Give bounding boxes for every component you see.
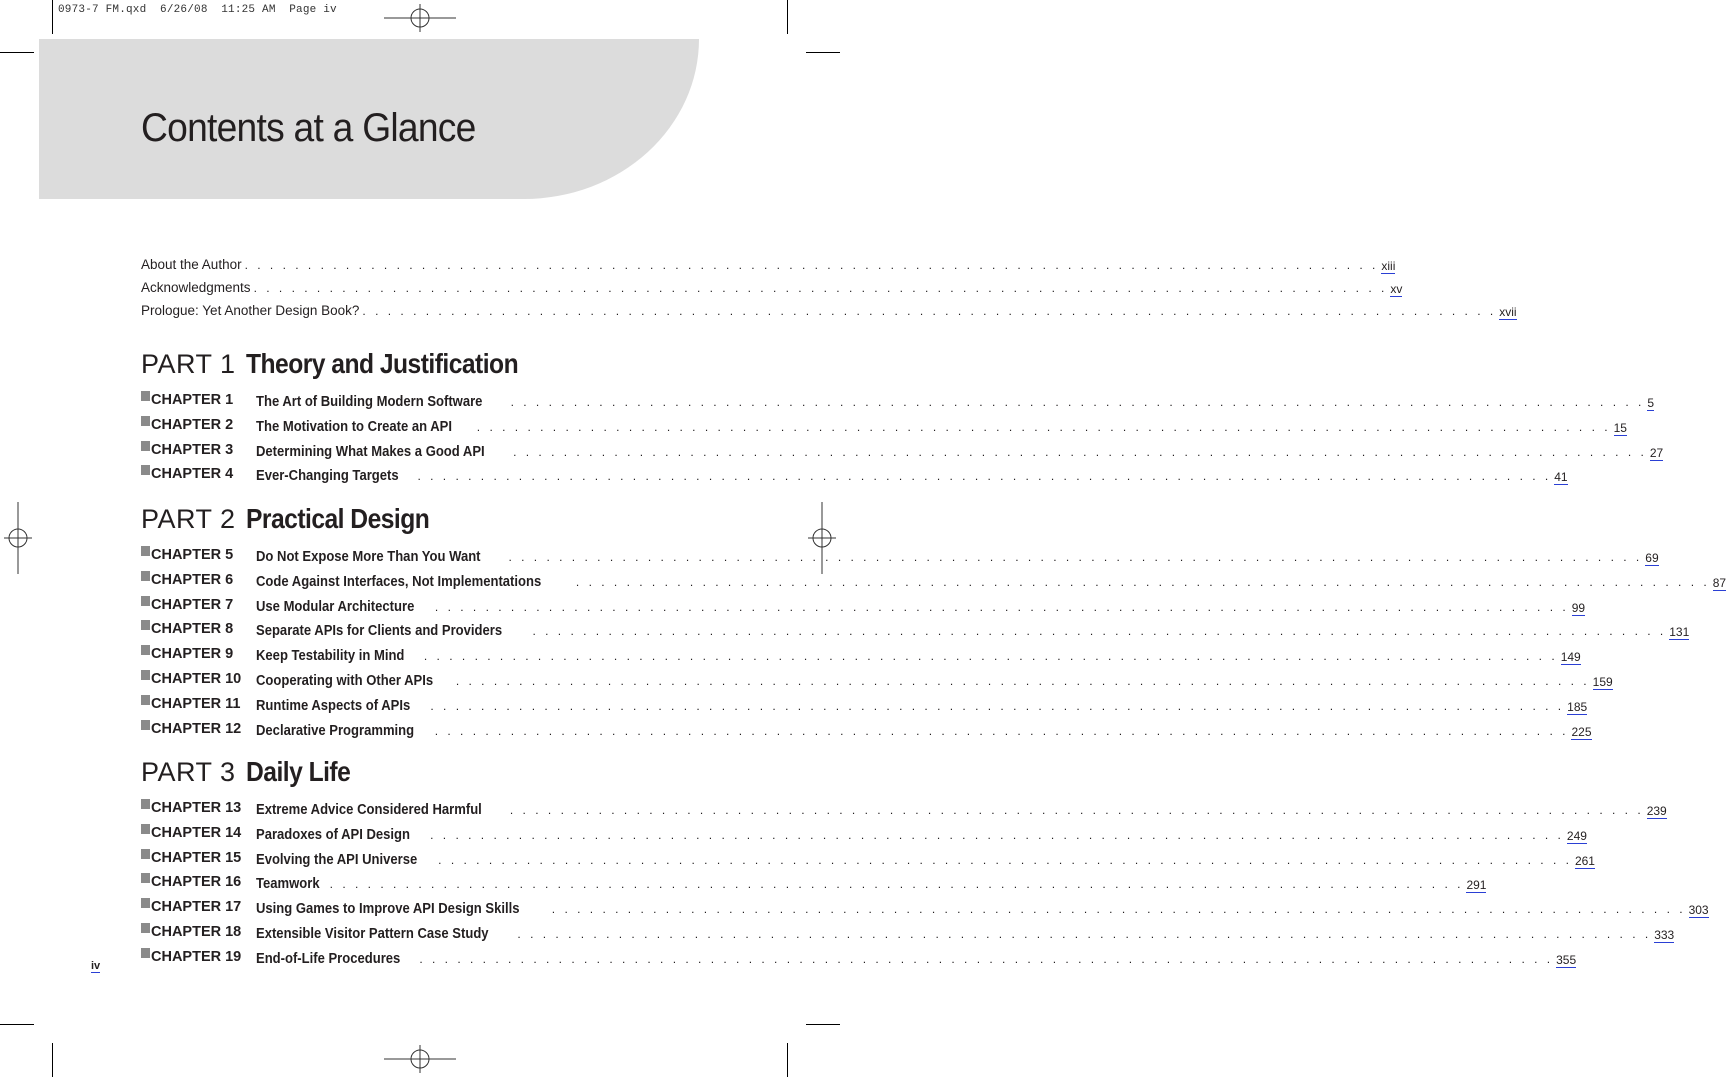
- chapter-number-text: CHAPTER 3: [151, 442, 234, 458]
- chapter-title: Using Games to Improve API Design Skills: [256, 901, 520, 917]
- chapter-entry[interactable]: [141, 946, 1577, 968]
- dot-leader: . . . . . . . . . . . . . . . . . . . . . . . . . . . . . . . . . . . . . . . . . . . . . . . . . . . . . . . . . . . . . . . . . . . . . . . . . . . . . . . . . . . . . . . . . .: [438, 853, 1572, 867]
- chapter-line: [256, 443, 1664, 461]
- chapter-entry[interactable]: [141, 896, 1709, 918]
- part-number: PART 3: [141, 757, 236, 787]
- chapter-marker-icon: [141, 465, 150, 475]
- chapter-number-text: CHAPTER 13: [151, 800, 242, 816]
- chapter-title: End-of-Life Procedures: [256, 951, 401, 967]
- chapter-entry[interactable]: [141, 414, 1627, 436]
- chapter-number-text: CHAPTER 17: [151, 899, 242, 915]
- chapter-marker-icon: [141, 849, 150, 859]
- dot-leader: . . . . . . . . . . . . . . . . . . . . . . . . . . . . . . . . . . . . . . . . . . . . . . . . . . . . . . . . . . . . . . . . . . . . . . . . . . . . . . . . . . . . . . . . . .: [430, 699, 1565, 713]
- chapter-line: [256, 672, 1613, 690]
- page-number-link[interactable]: xiii: [1381, 259, 1396, 273]
- crop-mark-bottom-left-vertical: [52, 1043, 53, 1077]
- chapter-entry[interactable]: [141, 544, 1659, 566]
- chapter-line: [256, 875, 1487, 893]
- page-number-link[interactable]: 87: [1712, 576, 1726, 590]
- chapter-entry[interactable]: [141, 693, 1588, 715]
- page-number-link[interactable]: 291: [1466, 878, 1487, 892]
- dot-leader: . . . . . . . . . . . . . . . . . . . . . . . . . . . . . . . . . . . . . . . . . . . . . . . . . . . . . . . . . . . . . . . . . . . . . . . . . . . . . . . . . . . . . . . . . .: [329, 877, 1464, 891]
- chapter-number: [141, 670, 241, 688]
- chapter-number-text: CHAPTER 9: [151, 646, 234, 662]
- chapter-line: [256, 393, 1655, 411]
- chapter-number: [141, 546, 233, 564]
- chapter-number-text: CHAPTER 15: [151, 850, 242, 866]
- chapter-marker-icon: [141, 898, 150, 908]
- chapter-line: [256, 801, 1667, 819]
- chapter-entry[interactable]: [141, 618, 1690, 640]
- chapter-line: [256, 950, 1577, 968]
- chapter-marker-icon: [141, 546, 150, 556]
- chapter-line: [256, 851, 1595, 869]
- chapter-title: Paradoxes of API Design: [256, 827, 410, 843]
- part-heading: [141, 348, 555, 384]
- chapter-number-text: CHAPTER 16: [151, 874, 242, 890]
- chapter-number: [141, 465, 233, 483]
- chapter-title: Declarative Programming: [256, 723, 415, 739]
- dot-leader: . . . . . . . . . . . . . . . . . . . . . . . . . . . . . . . . . . . . . . . . . . . . . . . . . . . . . . . . . . . . . . . . . . . . . . . . . . . . . . . . . . . . . . . . . .: [244, 258, 1379, 272]
- page-number-link[interactable]: 239: [1646, 804, 1667, 818]
- chapter-title: The Art of Building Modern Software: [256, 394, 483, 410]
- chapter-marker-icon: [141, 391, 150, 401]
- print-slug: 0973-7 FM.qxd 6/26/08 11:25 AM Page iv: [58, 4, 337, 16]
- chapter-marker-icon: [141, 645, 150, 655]
- chapter-number: [141, 596, 233, 614]
- dot-leader: . . . . . . . . . . . . . . . . . . . . . . . . . . . . . . . . . . . . . . . . . . . . . . . . . . . . . . . . . . . . . . . . . . . . . . . . . . . . . . . . . . . . . . . . . .: [509, 803, 1644, 817]
- chapter-line: [256, 925, 1675, 943]
- page-number-link[interactable]: 355: [1556, 953, 1577, 967]
- chapter-marker-icon: [141, 620, 150, 630]
- page-number-link[interactable]: 261: [1574, 854, 1595, 868]
- part-heading: [141, 756, 364, 792]
- page-number-link[interactable]: 149: [1560, 650, 1581, 664]
- chapter-title: Keep Testability in Mind: [256, 648, 405, 664]
- page-title: Contents at a Glance: [141, 106, 476, 150]
- chapter-title: Code Against Interfaces, Not Implementations: [256, 574, 542, 590]
- dot-leader: . . . . . . . . . . . . . . . . . . . . . . . . . . . . . . . . . . . . . . . . . . . . . . . . . . . . . . . . . . . . . . . . . . . . . . . . . . . . . . . . . . . . . . . . . .: [513, 445, 1647, 459]
- page-number-link[interactable]: 41: [1554, 470, 1568, 484]
- chapter-number-text: CHAPTER 8: [151, 621, 234, 637]
- chapter-title: Use Modular Architecture: [256, 599, 415, 615]
- chapter-title: The Motivation to Create an API: [256, 419, 453, 435]
- chapter-line: [256, 598, 1586, 616]
- chapter-number: [141, 441, 233, 459]
- chapter-number-text: CHAPTER 7: [151, 597, 234, 613]
- page-number-link[interactable]: 249: [1566, 829, 1587, 843]
- dot-leader: . . . . . . . . . . . . . . . . . . . . . . . . . . . . . . . . . . . . . . . . . . . . . . . . . . . . . . . . . . . . . . . . . . . . . . . . . . . . . . . . . . . . . . . . . .: [434, 724, 1569, 738]
- chapter-line: [256, 647, 1581, 665]
- chapter-entry[interactable]: [141, 718, 1592, 740]
- chapter-marker-icon: [141, 670, 150, 680]
- page-number-link[interactable]: 27: [1649, 446, 1664, 460]
- chapter-title: Runtime Aspects of APIs: [256, 698, 411, 714]
- chapter-entry[interactable]: [141, 439, 1664, 461]
- chapter-entry[interactable]: [141, 847, 1595, 869]
- dot-leader: . . . . . . . . . . . . . . . . . . . . . . . . . . . . . . . . . . . . . . . . . . . . . . . . . . . . . . . . . . . . . . . . . . . . . . . . . . . . . . . . . . . . . . . . . .: [455, 674, 1590, 688]
- toc-entry-title: Prologue: Yet Another Design Book?: [141, 303, 360, 318]
- toc-entry[interactable]: [141, 275, 1403, 297]
- page-number-link[interactable]: 99: [1571, 601, 1586, 615]
- chapter-number: [141, 645, 233, 663]
- chapter-entry[interactable]: [141, 643, 1581, 665]
- toc-entry-title: Acknowledgments: [141, 280, 251, 295]
- chapter-line: [256, 622, 1690, 640]
- crop-mark-bottom-left-horizontal: [0, 1024, 34, 1025]
- toc-entry[interactable]: [141, 298, 1517, 320]
- page-number-link[interactable]: 15: [1613, 421, 1627, 435]
- chapter-number-text: CHAPTER 18: [151, 924, 242, 940]
- chapter-line: [256, 900, 1709, 918]
- chapter-marker-icon: [141, 948, 150, 958]
- chapter-number-text: CHAPTER 5: [151, 547, 234, 563]
- chapter-number-text: CHAPTER 10: [151, 671, 242, 687]
- chapter-title: Cooperating with Other APIs: [256, 673, 434, 689]
- chapter-title: Teamwork: [256, 876, 320, 892]
- dot-leader: . . . . . . . . . . . . . . . . . . . . . . . . . . . . . . . . . . . . . . . . . . . . . . . . . . . . . . . . . . . . . . . . . . . . . . . . . . . . . . . . . . . . . . . . . .: [253, 281, 1388, 295]
- chapter-number-text: CHAPTER 1: [151, 392, 234, 408]
- part-number: PART 1: [141, 349, 236, 379]
- page-folio: iv: [91, 960, 101, 972]
- dot-leader: . . . . . . . . . . . . . . . . . . . . . . . . . . . . . . . . . . . . . . . . . . . . . . . . . . . . . . . . . . . . . . . . . . . . . . . . . . . . . . . . . . . . . . . . . .: [508, 550, 1643, 564]
- chapter-line: [256, 697, 1588, 715]
- chapter-line: [256, 467, 1568, 485]
- chapter-number-text: CHAPTER 6: [151, 572, 234, 588]
- chapter-marker-icon: [141, 416, 150, 426]
- chapter-entry[interactable]: [141, 594, 1586, 616]
- toc-entry-title: About the Author: [141, 257, 242, 272]
- registration-mark-top: [384, 4, 456, 32]
- chapter-marker-icon: [141, 824, 150, 834]
- dot-leader: . . . . . . . . . . . . . . . . . . . . . . . . . . . . . . . . . . . . . . . . . . . . . . . . . . . . . . . . . . . . . . . . . . . . . . . . . . . . . . . . . . . . . . . . . .: [532, 624, 1667, 638]
- crop-mark-bottom-right-horizontal: [806, 1024, 840, 1025]
- part-heading: [141, 503, 454, 539]
- chapter-number: [141, 948, 241, 966]
- chapter-marker-icon: [141, 799, 150, 809]
- chapter-entry[interactable]: [141, 569, 1726, 591]
- chapter-number-text: CHAPTER 12: [151, 721, 242, 737]
- dot-leader: . . . . . . . . . . . . . . . . . . . . . . . . . . . . . . . . . . . . . . . . . . . . . . . . . . . . . . . . . . . . . . . . . . . . . . . . . . . . . . . . . . . . . . . . . .: [476, 420, 1611, 434]
- dot-leader: . . . . . . . . . . . . . . . . . . . . . . . . . . . . . . . . . . . . . . . . . . . . . . . . . . . . . . . . . . . . . . . . . . . . . . . . . . . . . . . . . . . . . . . . . .: [575, 575, 1710, 589]
- chapter-marker-icon: [141, 695, 150, 705]
- page-number-link[interactable]: xv: [1390, 282, 1403, 296]
- page-number-link[interactable]: 69: [1645, 551, 1659, 565]
- chapter-number-text: CHAPTER 11: [151, 696, 241, 712]
- part-title: Practical Design: [246, 503, 430, 534]
- chapter-number: [141, 873, 241, 891]
- chapter-title: Extreme Advice Considered Harmful: [256, 802, 482, 818]
- chapter-marker-icon: [141, 596, 150, 606]
- chapter-title: Determining What Makes a Good API: [256, 444, 485, 460]
- dot-leader: . . . . . . . . . . . . . . . . . . . . . . . . . . . . . . . . . . . . . . . . . . . . . . . . . . . . . . . . . . . . . . . . . . . . . . . . . . . . . . . . . . . . . . . . . .: [551, 902, 1686, 916]
- chapter-marker-icon: [141, 571, 150, 581]
- page-number-link[interactable]: 159: [1592, 675, 1613, 689]
- dot-leader: . . . . . . . . . . . . . . . . . . . . . . . . . . . . . . . . . . . . . . . . . . . . . . . . . . . . . . . . . . . . . . . . . . . . . . . . . . . . . . . . . . . . . . . . . .: [362, 304, 1497, 318]
- chapter-number: [141, 898, 241, 916]
- chapter-number: [141, 620, 233, 638]
- chapter-marker-icon: [141, 873, 150, 883]
- dot-leader: . . . . . . . . . . . . . . . . . . . . . . . . . . . . . . . . . . . . . . . . . . . . . . . . . . . . . . . . . . . . . . . . . . . . . . . . . . . . . . . . . . . . . . . . . .: [417, 469, 1552, 483]
- chapter-line: [256, 418, 1627, 436]
- chapter-entry[interactable]: [141, 668, 1613, 690]
- chapter-number: [141, 799, 241, 817]
- chapter-title: Separate APIs for Clients and Providers: [256, 623, 503, 639]
- chapter-title: Do Not Expose More Than You Want: [256, 549, 481, 565]
- dot-leader: . . . . . . . . . . . . . . . . . . . . . . . . . . . . . . . . . . . . . . . . . . . . . . . . . . . . . . . . . . . . . . . . . . . . . . . . . . . . . . . . . . . . . . . . . .: [434, 600, 1569, 614]
- chapter-entry[interactable]: [141, 921, 1675, 943]
- chapter-title: Extensible Visitor Pattern Case Study: [256, 926, 489, 942]
- crop-mark-bottom-right-vertical: [787, 1043, 788, 1077]
- chapter-entry[interactable]: [141, 389, 1655, 411]
- crop-mark-top-right-horizontal: [806, 52, 840, 53]
- dot-leader: . . . . . . . . . . . . . . . . . . . . . . . . . . . . . . . . . . . . . . . . . . . . . . . . . . . . . . . . . . . . . . . . . . . . . . . . . . . . . . . . . . . . . . . . . .: [423, 649, 1558, 663]
- chapter-number: [141, 416, 233, 434]
- chapter-marker-icon: [141, 441, 150, 451]
- page-number-link[interactable]: 5: [1647, 396, 1655, 410]
- chapter-number: [141, 849, 241, 867]
- part-number: PART 2: [141, 504, 236, 534]
- chapter-number-text: CHAPTER 19: [151, 949, 242, 965]
- chapter-marker-icon: [141, 720, 150, 730]
- page-number-link[interactable]: 225: [1571, 725, 1592, 739]
- chapter-number-text: CHAPTER 14: [151, 825, 242, 841]
- chapter-number: [141, 695, 240, 713]
- page-number-link[interactable]: 131: [1669, 625, 1690, 639]
- crop-mark-top-left-vertical: [52, 0, 53, 34]
- chapter-line: [256, 573, 1726, 591]
- page-number-link[interactable]: xvii: [1499, 305, 1517, 319]
- registration-mark-bottom: [384, 1045, 456, 1073]
- chapter-entry[interactable]: [141, 797, 1667, 819]
- dot-leader: . . . . . . . . . . . . . . . . . . . . . . . . . . . . . . . . . . . . . . . . . . . . . . . . . . . . . . . . . . . . . . . . . . . . . . . . . . . . . . . . . . . . . . . . . .: [517, 927, 1652, 941]
- registration-mark-left: [4, 502, 32, 574]
- chapter-number: [141, 923, 241, 941]
- chapter-number: [141, 824, 241, 842]
- chapter-marker-icon: [141, 923, 150, 933]
- chapter-line: [256, 722, 1592, 740]
- chapter-number: [141, 720, 241, 738]
- crop-mark-top-left-horizontal: [0, 52, 34, 53]
- chapter-entry[interactable]: [141, 822, 1587, 844]
- dot-leader: . . . . . . . . . . . . . . . . . . . . . . . . . . . . . . . . . . . . . . . . . . . . . . . . . . . . . . . . . . . . . . . . . . . . . . . . . . . . . . . . . . . . . . . . . .: [430, 828, 1564, 842]
- part-title: Theory and Justification: [246, 348, 519, 379]
- chapter-number-text: CHAPTER 2: [151, 417, 234, 433]
- chapter-number: [141, 571, 233, 589]
- chapter-entry[interactable]: [141, 871, 1487, 893]
- chapter-title: Evolving the API Universe: [256, 852, 418, 868]
- toc-entry[interactable]: [141, 252, 1396, 274]
- part-title: Daily Life: [246, 756, 351, 787]
- page-number-link[interactable]: 333: [1654, 928, 1675, 942]
- dot-leader: . . . . . . . . . . . . . . . . . . . . . . . . . . . . . . . . . . . . . . . . . . . . . . . . . . . . . . . . . . . . . . . . . . . . . . . . . . . . . . . . . . . . . . . . . .: [510, 395, 1645, 409]
- crop-mark-top-right-vertical: [787, 0, 788, 34]
- chapter-line: [256, 826, 1587, 844]
- chapter-number-text: CHAPTER 4: [151, 466, 234, 482]
- page-number-link[interactable]: 303: [1688, 903, 1709, 917]
- chapter-line: [256, 548, 1659, 566]
- chapter-entry[interactable]: [141, 463, 1568, 485]
- dot-leader: . . . . . . . . . . . . . . . . . . . . . . . . . . . . . . . . . . . . . . . . . . . . . . . . . . . . . . . . . . . . . . . . . . . . . . . . . . . . . . . . . . . . . . . . . .: [419, 952, 1554, 966]
- chapter-number: [141, 391, 233, 409]
- page-number-link[interactable]: 185: [1567, 700, 1588, 714]
- chapter-title: Ever-Changing Targets: [256, 468, 399, 484]
